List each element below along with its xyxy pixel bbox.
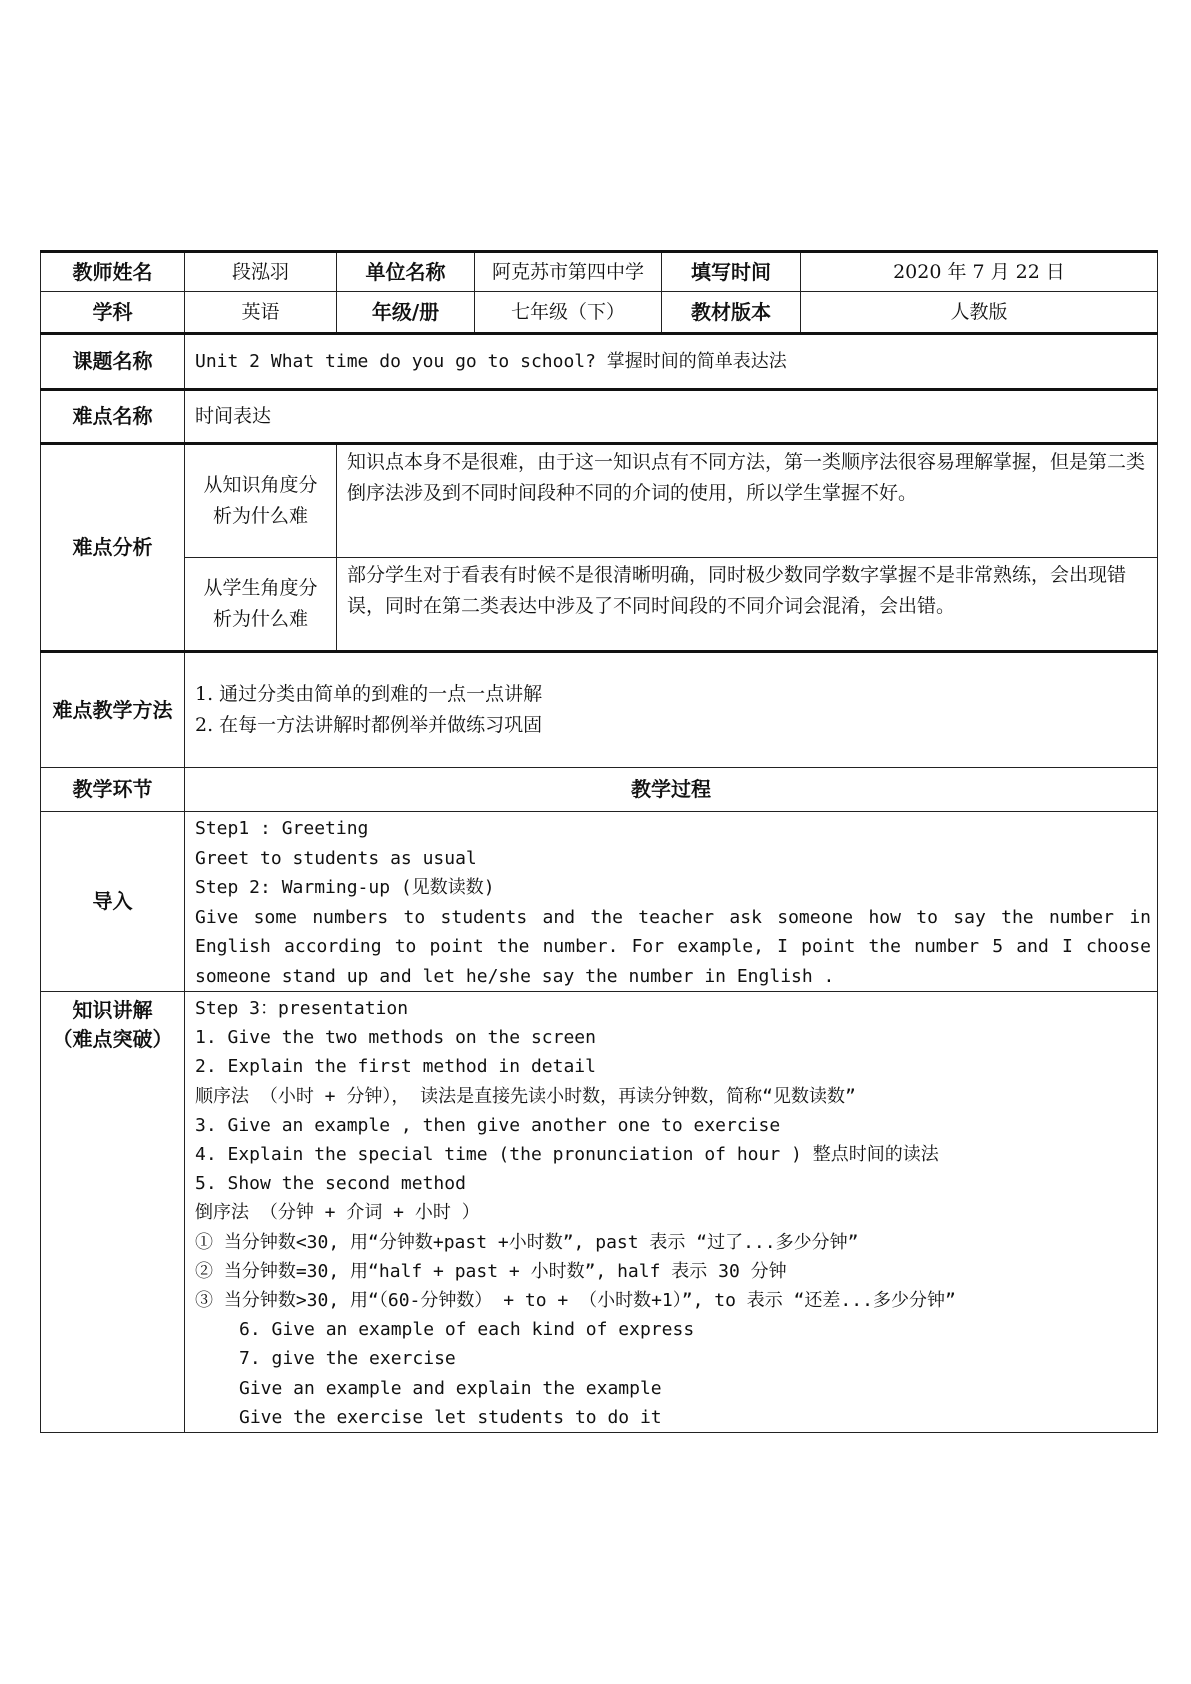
grade-label: 年级/册 [337,292,475,334]
stage-header: 教学环节 [41,768,185,812]
difficulty-value: 时间表达 [185,390,1158,444]
topic-value: Unit 2 What time do you go to school? 掌握时间的简单表达法 [185,334,1158,390]
knowledge-indented-1: 6. Give an example of each kind of express [239,1319,695,1341]
knowledge-indented-3: Give an example and explain the example [239,1377,662,1399]
knowledge-indented-2: 7. give the exercise [239,1348,456,1370]
knowledge-line-11: ③ 当分钟数>30, 用“（60-分钟数） + to + （小时数+1）”, to 表示 “还差...多少分钟” [195,1290,956,1312]
knowledge-line-5: 3. Give an example , then give another one to exercise [195,1114,781,1136]
difficulty-label: 难点名称 [41,390,185,444]
topic-label: 课题名称 [41,334,185,390]
student-angle-text: 部分学生对于看表有时候不是很清晰明确，同时极少数同学数字掌握不是非常熟练，会出现错误，同时在第二类表达中涉及了不同时间段的不同介词会混淆，会出错。 [337,558,1158,652]
knowledge-line-8: 倒序法 （分钟 + 介词 + 小时 ） [195,1202,480,1224]
subject-label: 学科 [41,292,185,334]
intro-line-2: Greet to students as usual [195,847,477,869]
grade-value: 七年级（下） [475,292,662,334]
edition-value: 人教版 [801,292,1158,334]
analysis-row-student [41,558,1158,652]
method-content [185,652,1158,768]
knowledge-line-6: 4. Explain the special time (the pronunciation of hour ) 整点时间的读法 [195,1144,939,1166]
knowledge-label-line-2: （难点突破） [52,1027,173,1051]
intro-line-3: Step 2: Warming-up (见数读数) [195,877,495,898]
knowledge-label-line-1: 知识讲解 [72,998,153,1022]
student-angle-label: 从学生角度分析为什么难 [185,558,337,652]
unit-label: 单位名称 [337,252,475,292]
header-row-2 [41,292,1158,334]
knowledge-angle-label: 从知识角度分析为什么难 [185,444,337,558]
knowledge-line-3: 2. Explain the first method in detail [195,1056,596,1078]
knowledge-line-10: ② 当分钟数=30, 用“half + past + 小时数”, half 表示 30 分钟 [195,1260,787,1282]
knowledge-line-7: 5. Show the second method [195,1173,466,1195]
knowledge-angle-text: 知识点本身不是很难，由于这一知识点有不同方法，第一类顺序法很容易理解掌握，但是第二类倒序法涉及到不同时间段种不同的介词的使用，所以学生掌握不好。 [337,444,1158,558]
method-item-1: 1. 通过分类由简单的到难的一点一点讲解 [195,683,543,705]
intro-label: 导入 [41,812,185,992]
intro-content [185,812,1158,992]
edition-label: 教材版本 [662,292,801,334]
knowledge-line-9: ① 当分钟数<30, 用“分钟数+past +小时数”, past 表示 “过了...多少分钟” [195,1231,859,1253]
knowledge-line-2: 1. Give the two methods on the screen [195,1027,596,1049]
date-value: 2020 年 7 月 22 日 [801,252,1158,292]
lesson-plan-table [40,250,1158,1433]
unit-value: 阿克苏市第四中学 [475,252,662,292]
topic-row [41,334,1158,390]
method-label: 难点教学方法 [41,652,185,768]
header-row-1 [41,252,1158,292]
process-header-row [41,768,1158,812]
analysis-label: 难点分析 [41,444,185,652]
analysis-row-knowledge [41,444,1158,558]
knowledge-line-4: 顺序法 （小时 + 分钟）， 读法是直接先读小时数，再读分钟数，简称“见数读数” [195,1085,856,1107]
process-header: 教学过程 [185,768,1158,812]
knowledge-indented-4: Give the exercise let students to do it [239,1406,662,1428]
intro-line-1: Step1 : Greeting [195,818,369,839]
intro-row [41,812,1158,992]
knowledge-row [41,992,1158,1433]
subject-value: 英语 [185,292,337,334]
method-row [41,652,1158,768]
knowledge-line-1: Step 3：presentation [195,998,409,1019]
knowledge-content [185,992,1158,1433]
teacher-value: 段泓羽 [185,252,337,292]
teacher-label: 教师姓名 [41,252,185,292]
knowledge-label [41,992,185,1433]
date-label: 填写时间 [662,252,801,292]
method-item-2: 2. 在每一方法讲解时都例举并做练习巩固 [195,714,543,736]
difficulty-row [41,390,1158,444]
intro-paragraph: Give some numbers to students and the teacher ask someone how to say the number in English according to point the number. For example, I point the number 5 and I choose someone stand up and let he/she say the number in English . [195,906,1151,987]
